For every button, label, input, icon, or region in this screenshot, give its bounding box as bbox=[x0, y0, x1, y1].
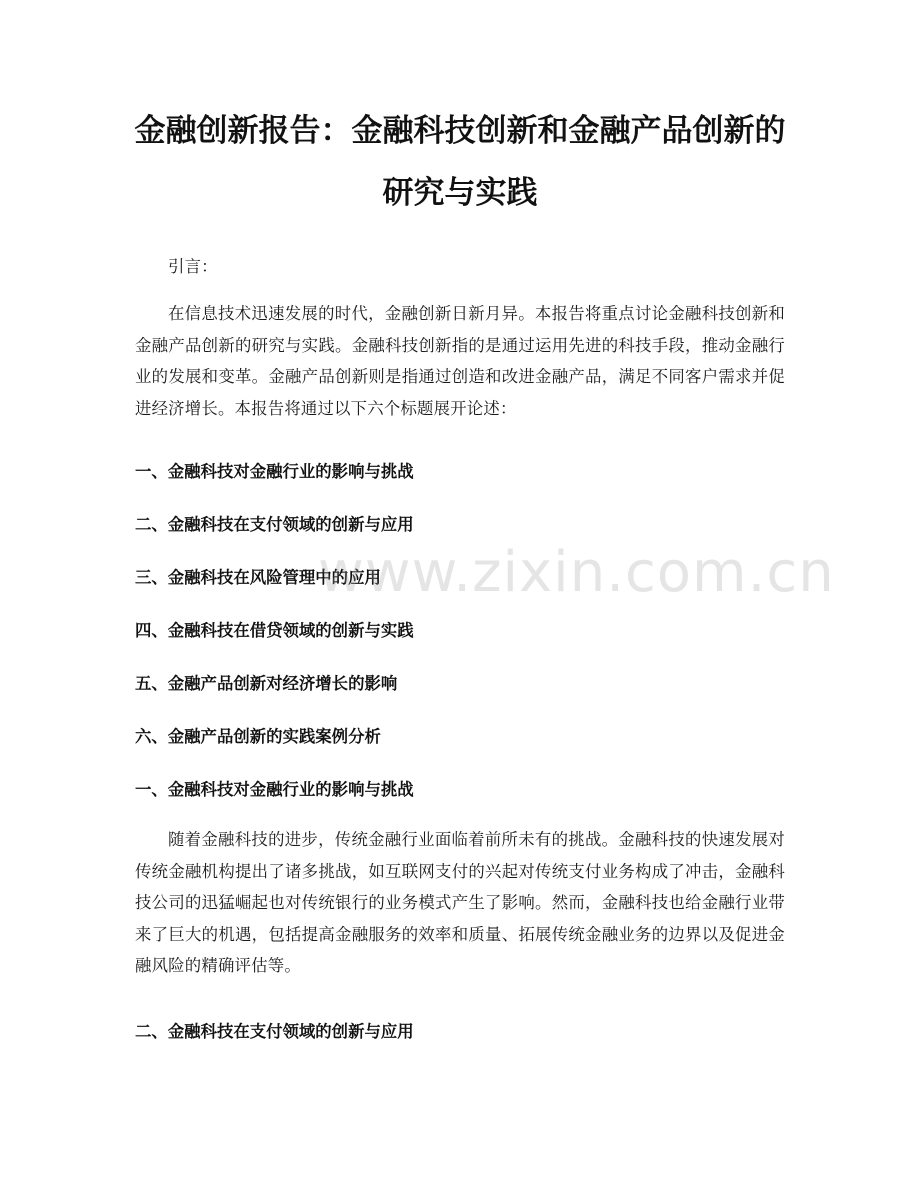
section-2-heading: 二、金融科技在支付领域的创新与应用 bbox=[135, 1022, 414, 1041]
toc-item-3: 三、金融科技在风险管理中的应用 bbox=[135, 568, 381, 587]
section-1-paragraph: 随着金融科技的进步，传统金融行业面临着前所未有的挑战。金融科技的快速发展对传统金融机构提出了诸多挑战，如互联网支付的兴起对传统支付业务构成了冲击，金融科技公司的迅猛崛起也对传统银行的业务模式产生了影响。然而，金融科技也给金融行业带来了巨大的机遇，包括提高金融服务的效率和质量、拓展传统金融业务的边界以及促进金融风险的精确评估等。 bbox=[135, 830, 785, 975]
toc-item-5: 五、金融产品创新对经济增长的影响 bbox=[135, 674, 398, 693]
toc-item-1: 一、金融科技对金融行业的影响与挑战 bbox=[135, 462, 414, 481]
section-1-heading: 一、金融科技对金融行业的影响与挑战 bbox=[135, 780, 414, 799]
toc-item-4: 四、金融科技在借贷领域的创新与实践 bbox=[135, 621, 414, 640]
toc-item-2: 二、金融科技在支付领域的创新与应用 bbox=[135, 515, 414, 534]
intro-label: 引言： bbox=[168, 257, 218, 276]
document-title: 金融创新报告：金融科技创新和金融产品创新的研究与实践 bbox=[134, 113, 786, 211]
intro-paragraph: 在信息技术迅速发展的时代，金融创新日新月异。本报告将重点讨论金融科技创新和金融产品创新的研究与实践。金融科技创新指的是通过运用先进的科技手段，推动金融行业的发展和变革。金融产品创新则是指通过创造和改进金融产品，满足不同客户需求并促进经济增长。本报告将通过以下六个标题展开论述： bbox=[135, 304, 785, 418]
toc-item-6: 六、金融产品创新的实践案例分析 bbox=[135, 727, 381, 746]
watermark: www.zixin.com.cn bbox=[318, 540, 835, 605]
